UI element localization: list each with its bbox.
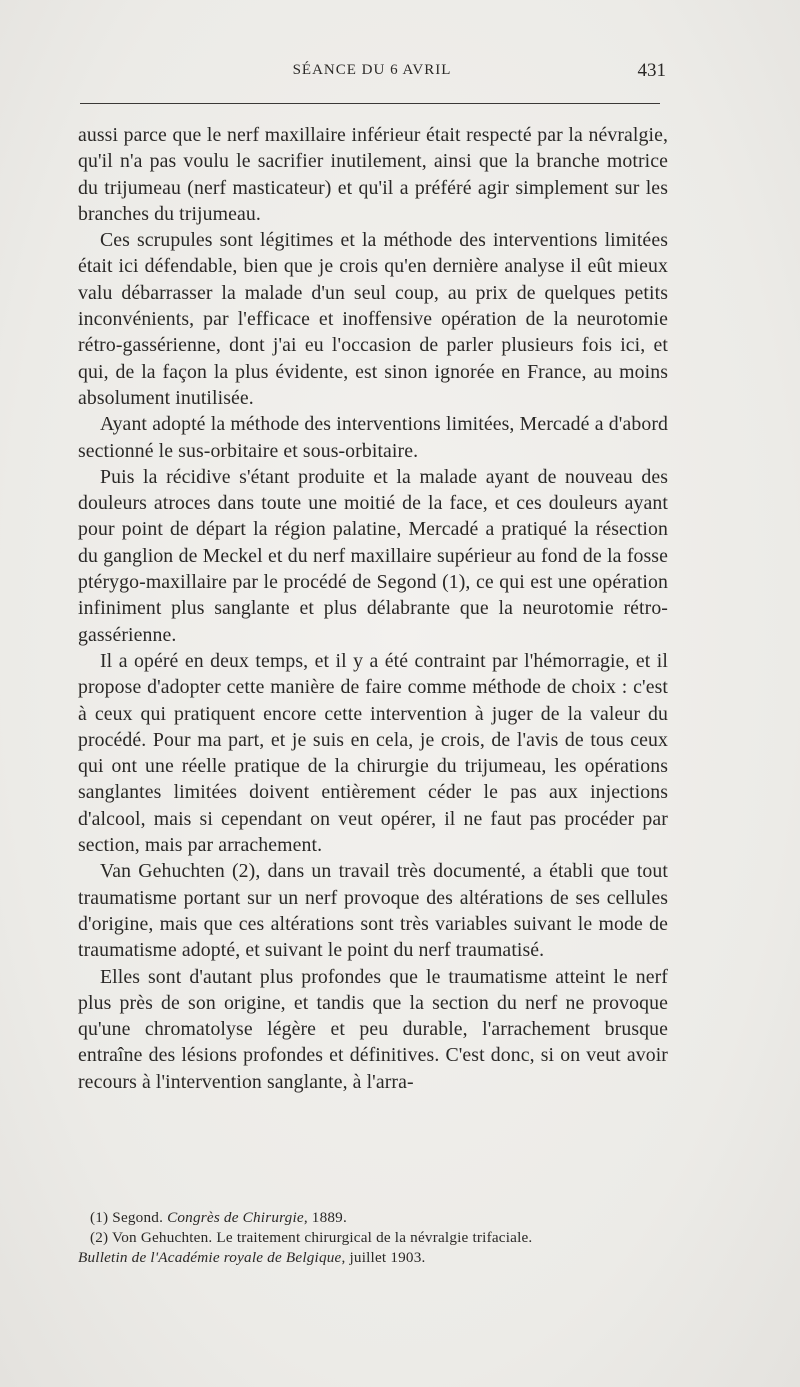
footnote-1-title: Congrès de Chirurgie (167, 1209, 304, 1226)
paragraph-3: Ayant adopté la méthode des interventions limitées, Mercadé a d'abord sectionné le sus-orbitaire et sous-orbitaire. (78, 413, 668, 462)
paragraph-1: aussi parce que le nerf maxillaire inférieur était respecté par la névralgie, qu'il n'a pas voulu le sacrifier inutilement, ainsi que la branche motrice du trijumeau (nerf masticateur) et qu'il a préféré agir simplement sur les branches du trijumeau. (78, 124, 668, 225)
page-header (78, 62, 666, 86)
footnote-2-line-2 (78, 1248, 668, 1268)
footnote-1 (78, 1208, 668, 1228)
paragraph-2: Ces scrupules sont légitimes et la méthode des interventions limitées était ici défendable, bien que je crois qu'en dernière analyse il eût mieux valu débarrasser la malade d'un seul coup, au prix de quelques petits inconvénients, par l'efficace et inoffensive opération de la neurotomie rétro-gassérienne, dont j'ai eu l'occasion de parler plusieurs fois ici, et qui, de la façon la plus évidente, est sinon ignorée en France, au moins absolument inutilisée. (78, 229, 668, 409)
running-title: SÉANCE DU 6 AVRIL (292, 62, 452, 78)
footnote-2-line-1: (2) Von Gehuchten. Le traitement chirurgical de la névralgie trifaciale. (90, 1229, 533, 1246)
footnote-2-title: Bulletin de l'Académie royale de Belgique (78, 1249, 342, 1266)
paragraph-4: Puis la récidive s'étant produite et la malade ayant de nouveau des douleurs atroces dans toute une moitié de la face, et ces douleurs ayant pour point de départ la région palatine, Mercadé a pratiqué la résection du ganglion de Meckel et du nerf maxillaire supérieur au fond de la fosse ptérygo-maxillaire par le procédé de Segond (1), ce qui est une opération infiniment plus sanglante et plus délabrante que la neurotomie rétro-gassérienne. (78, 465, 668, 646)
paragraph-7: Elles sont d'autant plus profondes que le traumatisme atteint le nerf plus près de son origine, et tandis que la section du nerf ne provoque qu'une chromatolyse légère et peu durable, l'arrachement brusque entraîne des lésions profondes et définitives. C'est donc, si on veut avoir recours à l'intervention sanglante, à l'arra- (78, 965, 668, 1093)
paragraph-6: Van Gehuchten (2), dans un travail très documenté, a établi que tout traumatisme portant sur un nerf provoque des altérations de ses cellules d'origine, mais que ces altérations sont très variables suivant le mode de traumatisme adopté, et suivant le point du nerf traumatisé. (78, 860, 668, 962)
header-rule (80, 103, 660, 104)
footnote-2-suffix: , juillet 1903. (341, 1249, 426, 1266)
footnotes (78, 1208, 668, 1268)
page-number: 431 (637, 60, 666, 81)
footnote-1-suffix: , 1889. (303, 1209, 347, 1226)
footnote-1-prefix: (1) Segond. (90, 1209, 168, 1226)
paragraph-5: Il a opéré en deux temps, et il y a été contraint par l'hémorragie, et il propose d'adopter cette manière de faire comme méthode de choix : c'est à ceux qui pratiquent encore cette intervention à juger de la valeur du procédé. Pour ma part, et je suis en cela, je crois, de l'avis de tous ceux qui ont une réelle pratique de la chirurgie du trijumeau, les opérations sanglantes limitées doivent entièrement céder le pas aux injections d'alcool, mais si cependant on veut opérer, il ne faut pas procéder par section, mais par arrachement. (78, 649, 668, 857)
body-text (78, 122, 668, 1095)
